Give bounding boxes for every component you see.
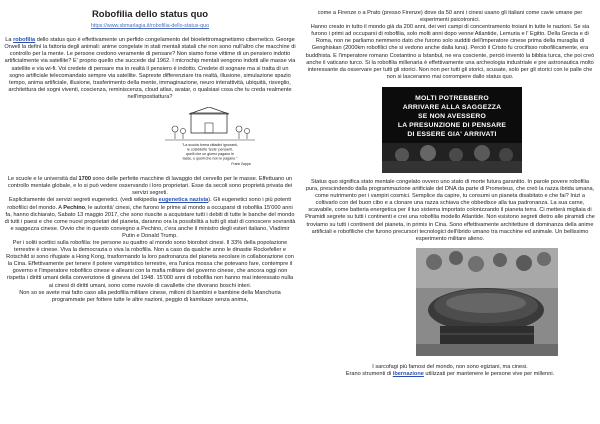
cartoon-caption-author: Frank Zappa <box>231 162 251 167</box>
sarcophagi-photo <box>416 248 558 356</box>
intro-paragraph: La robofilia dello status quo è effettivamente un perfido congelamento del bioelettromagnetismo cibernetico. George Orwell la definì la fattoria degli animali: anime congelate in stati mentali statali che non sono null'altro che macchine di controllo per la mente. Le persone credono veramente di pensare? Non siamo forse vittime di un pensiero indotto artificialmente via satellite? E' proprio quello che succede dal 1962. I microchip mentali vengono indotti alle masse via satellite e via wi-fi. Voi credete di pensare ma in realtà il pensiero è indotto. Credete di sognare ma si tratta di un sogno artificiale telecomandato sempre via satellite. Sapreste differenziare tra realtà, illusione, simulazione spazio tempo, anima artificiale, illusione, trasferimento della mente, immaginazione, neuro interattività, ubiquità, risveglio, architettura dei sogni viventi, coscienza, reminiscenza, cloud atlas, avatar, o qualsiasi cosa che tu creda realmente nell'impostiattura? <box>4 37 296 100</box>
cartoon-caption-line: quelli che un giorno pagano le <box>186 152 234 157</box>
closing-paragraph: Non so se avete mai fatto caso alla pedofilia militare cinese, milioni di bambini e bambine della Manchuria programmate per fottere tutte le altre nazioni, peggio di kamikaze senza anima, <box>19 289 281 303</box>
eugenetica-nazista-link[interactable]: eugenetica nazista <box>158 197 209 204</box>
crowd-silhouette <box>382 143 522 173</box>
source-url-link[interactable]: https://www.sbmarlagia.it/robofilia-dello-status-quo <box>90 23 210 30</box>
cartoon-caption-line: le cosiddette 'teste' pensanti, <box>187 147 233 152</box>
ibernazione-link[interactable]: ibernazione <box>392 370 424 377</box>
quote-line: DI ESSERE GIA' ARRIVATI <box>407 130 497 138</box>
wisdom-quote-image <box>382 87 522 173</box>
schools-paragraph: Le scuole e le università dal 1700 sono delle perfette macchine di lavaggio del cervello per le masse. Effettuano un controllo mentale globale, e lo si può vedere osservando i loro proprietari. Esse da secoli sono proprietà privata dei servizi segreti. <box>7 176 293 197</box>
eugenetics-paragraph: Esplicitamente dei servizi segreti eugenetici. (vedi wikipedia eugenetica nazista). Gli eugenetici sono i più potenti robofilici del mondo. A Pechino, le autorità' cinesi, che furono le prime al mondo a occuparsi di robofilia 15'000 anni fa, hanno dichiarato, Sabato 13 maggio 2017, che sono riuscite a acquistare tutti i debiti di tutte le banche del mondo di tutti i paesi e che come nuovi proprietari del pianeta, daranno ora la possibilità a tutti gli stati di conoscere sovranità e saggezza cinese. Ovvio che in questo convegno a Pechino, c'era anche il ministro degli esteri italiano, Vladimir Putin e Donald Trump. <box>4 197 296 239</box>
sarcophagi-caption: I sarcofagi più famosi del mondo, non sono egiziani, ma cinesi. <box>372 363 528 370</box>
history-paragraph: Hanno creato in tutto il mondo già da 200 anni, dei veri campi di concentramento troiani in tutte le nazioni. Se sia furono i primi ad occuparsi di robofilia, solo molti anni dopo venne Atlantide, Lemuria e l' Egitto. Della Grecia e di Roma, non ne parliamo nemmeno dato che furono solo sudditi dell'imperatore cinese prima della muraglia di Genghiskan (2000km robofilici che si vedono anche dalla luna). Perciò il Cristo fu crocifisso robofilicamente, era buddhista. E l'imperatore romano Costantino a Istanbul, ne era cosciente, perciò inventò la bibbia turca, che poi creò anche il vaticano turco. Si la robofilia millenaria è effettivamente una archeologia industriale e pre astronautica molto interessante da osservare per tutti gli storici. Non non per tutti gli storici, scusate, solo per gli storici con le palle che non si lasceranno mai corrompere dallo status quo. <box>305 24 595 80</box>
quote-line: ARRIVARE ALLA SAGGEZZA <box>402 103 502 111</box>
quote-line: LA PRESUNZIONE DI PENSARE <box>397 121 507 129</box>
page-title: Robofilia dello status quo <box>91 9 209 20</box>
continuation-paragraph: come a Firenze o a Prato (presso Firenze) dove da 50 anni i cinesi usano gli italiani come cavie umane per esperimenti psicotronici. <box>317 10 583 24</box>
cartoon-caption-line: tasse, e quelli che non le pagano." <box>182 156 238 161</box>
left-column <box>4 0 296 304</box>
quote-line: SE NON AVESSERO <box>418 112 486 120</box>
right-column <box>304 0 596 378</box>
hibernation-caption: Erano strumenti di ibernazione utilizzati per mantenere le persone vive per millenni. <box>345 370 555 377</box>
status-quo-paragraph: Status quo significa stato mentale congelato ovvero uno stato di morte futura garantito. In parole povere robofilia pura, prescindendo dalla programmazione artificiale del DNA da parte di Prometeus, che creò la razza ibrida umana, come nutrimento per i vampiri cosmici. Semplice da capire, tu consumi un pianeta disabitato e che fai? Inizi a coltivarlo con del buon cibo e a clonare una razza schiava che obbedisce alla tua padronanza. La sua carne, scavabile, come batteria energetica per il tuo sistema importato colonizzando il pianeta terra. Ci metterà migliaia di Piramidi segrete su tutti i continenti e crei una robofilia modello Atlantide. Non esistono segreti dietro alle piramidi che troviamo su tutti i continenti del pianeta, in primis in Cina. Sono effettivamente architetture di dominanza della anime artificiali e robofiliche che furono precursori tecnologici dell'ibrido umano tra macchine ed animale. Un bellissimo esperimento militare alieno. <box>305 178 595 242</box>
robofilia-link[interactable]: robofilia <box>13 37 36 44</box>
skeptics-paragraph: Per i soliti scettici sulla robofilia: tre persone su quattro al mondo sono biorobot cinesi. Il 33% della popolazione terrestre è cinese. Viva la democrazia o viva la robofilia. Non a caso da qualche anno le dinastie Rockefeller e Rotschild si sono rifugiate a Hong Kong, trasformando la loro padronanza del pianeta secolare in collaborazione con la Cina. Effettivamente per tenere il potere vampiristico terrestre, era l'unica mossa che potevano fare, contempre il governo e l'imperatore robofilico cinese e allearsi con la mafia militare del governo cinese, che ancora oggi non rispetta i diritti umani della convenzione di ginevra del 1948. 15'000 anni di robofilia non hanno mai interessato nulla ai cinesi di diritti umani, sono come nuvole di cavallette che divorano boschi interi. <box>6 239 294 289</box>
cartoon-caption-line: "La scuola forma cittadini ignoranti, <box>182 143 238 148</box>
quote-line: MOLTI POTREBBERO <box>415 94 489 102</box>
school-cartoon-image <box>161 107 259 167</box>
